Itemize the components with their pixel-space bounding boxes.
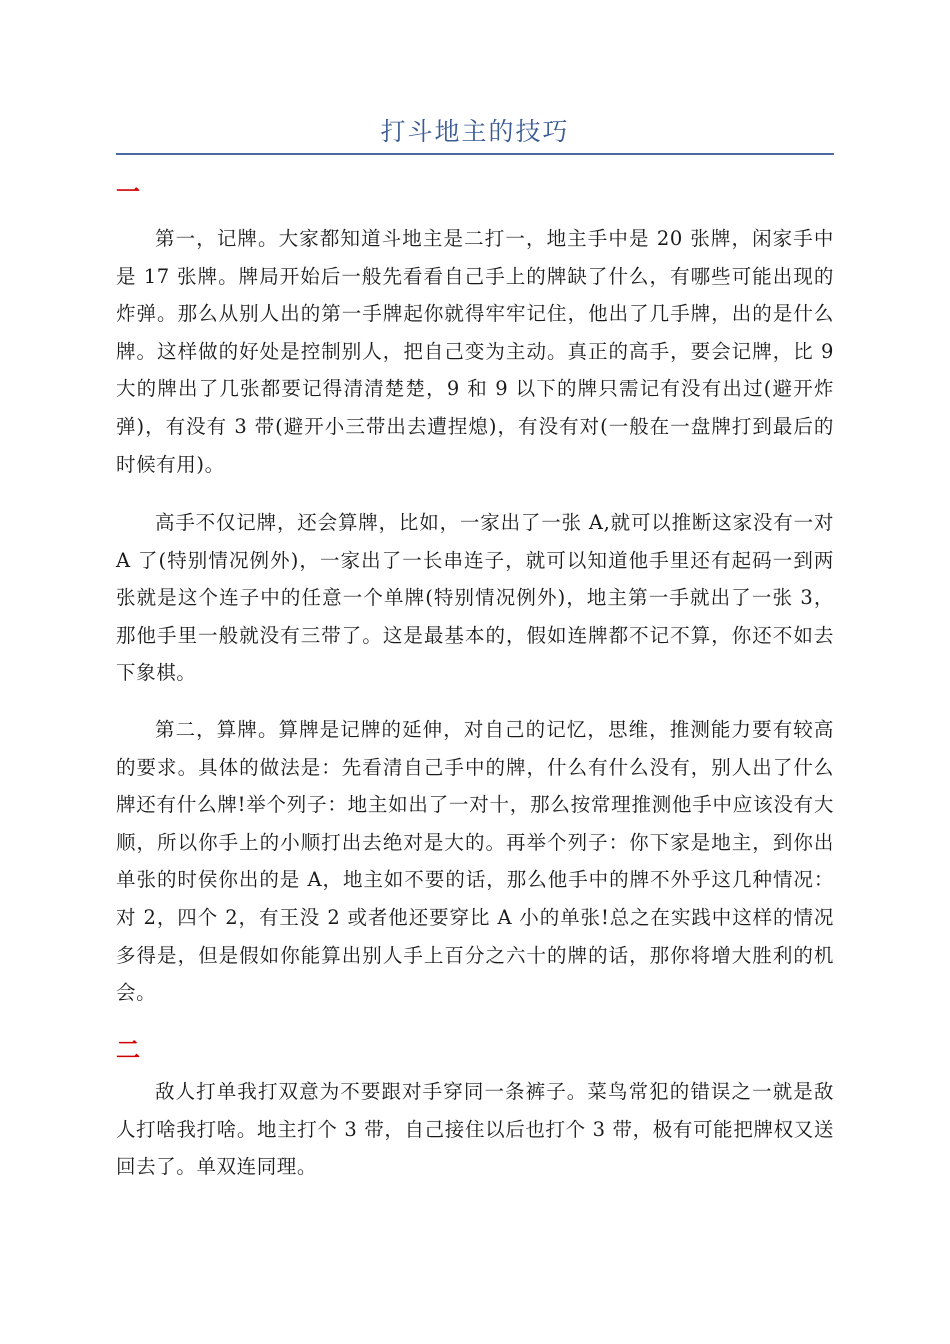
document-title: 打斗地主的技巧	[380, 117, 570, 146]
paragraph-play-opposite: 敌人打单我打双意为不要跟对手穿同一条裤子。菜鸟常犯的错误之一就是敌人打啥我打啥。地主打个 3 带，自己接住以后也打个 3 带，极有可能把牌权又送回去了。单双连同理。	[116, 1080, 834, 1179]
section-heading-two: 二	[116, 1035, 140, 1064]
paragraph-calculate-cards: 第二，算牌。算牌是记牌的延伸，对自己的记忆，思维，推测能力要有较高的要求。具体的做法是：先看清自己手中的牌，什么有什么没有，别人出了什么牌还有什么牌!举个列子：地主如出了一对十，那么按常理推测他手中应该没有大顺，所以你手上的小顺打出去绝对是大的。再举个列子：你下家是地主，到你出单张的时侯你出的是 A，地主如不要的话，那么他手中的牌不外乎这几种情况：对 2，四个 2，有王没 2 或者他还要穿比 A 小的单张!总之在实践中这样的情况多得是，但是假如你能算出别人手上百分之六十的牌的话，那你将增大胜利的机会。	[116, 718, 834, 1005]
paragraph-experts-count-cards: 高手不仅记牌，还会算牌，比如，一家出了一张 A,就可以推断这家没有一对 A 了(特别情况例外)，一家出了一长串连子，就可以知道他手里还有起码一到两张就是这个连子中的任意一个单牌(特别情况例外)，地主第一手就出了一张 3，那他手里一般就没有三带了。这是最基本的，假如连牌都不记不算，你还不如去下象棋。	[116, 511, 834, 685]
title-underline	[116, 153, 834, 155]
section-heading-one: 一	[116, 177, 140, 206]
paragraph-memorize-cards: 第一，记牌。大家都知道斗地主是二打一，地主手中是 20 张牌，闲家手中是 17 张牌。牌局开始后一般先看看自己手上的牌缺了什么，有哪些可能出现的炸弹。那么从别人出的第一手牌起你就得牢牢记住，他出了几手牌，出的是什么牌。这样做的好处是控制别人，把自己变为主动。真正的高手，要会记牌，比 9 大的牌出了几张都要记得清清楚楚，9 和 9 以下的牌只需记有没有出过(避开炸弹)，有没有 3 带(避开小三带出去遭捏熄)，有没有对(一般在一盘牌打到最后的时候有用)。	[116, 227, 834, 476]
